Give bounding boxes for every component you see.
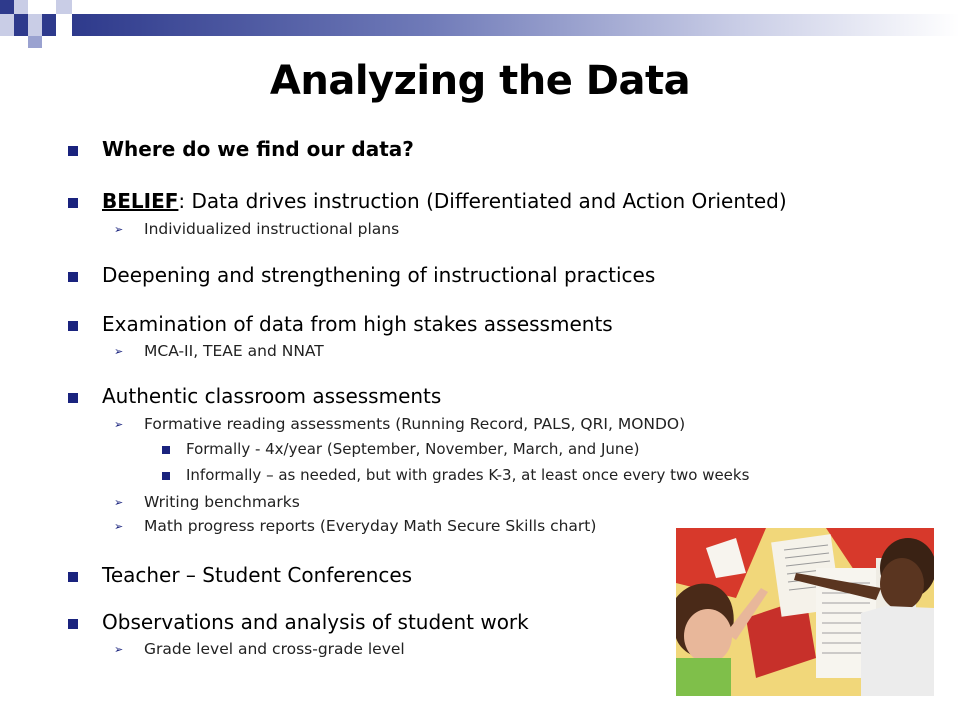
slide-title: Analyzing the Data <box>269 58 691 104</box>
sub-bullet-item: MCA-II, TEAE and NNAT <box>144 342 324 360</box>
square-bullet-icon <box>68 198 78 208</box>
arrow-bullet-icon: ➢ <box>114 520 124 533</box>
square-bullet-icon <box>68 572 78 582</box>
sub-sub-bullet-item: Informally – as needed, but with grades K-3, at least once every two weeks <box>186 466 750 484</box>
arrow-bullet-icon: ➢ <box>114 496 124 509</box>
bullet-item: Deepening and strengthening of instructional practices <box>102 263 656 287</box>
bullet-item: Authentic classroom assessments <box>102 384 442 408</box>
square-bullet-icon <box>162 472 170 480</box>
square-bullet-icon <box>68 272 78 282</box>
arrow-bullet-icon: ➢ <box>114 345 124 358</box>
arrow-bullet-icon: ➢ <box>114 643 124 656</box>
classroom-photo-illustration <box>676 528 934 696</box>
sub-bullet-item: Grade level and cross-grade level <box>144 640 405 658</box>
bullet-item: Observations and analysis of student work <box>102 610 529 634</box>
bullet-item: Examination of data from high stakes assessments <box>102 312 613 336</box>
bullet-item <box>102 189 787 213</box>
sub-sub-bullet-item: Formally - 4x/year (September, November, March, and June) <box>186 440 640 458</box>
classroom-photo <box>676 528 934 696</box>
arrow-bullet-icon: ➢ <box>114 418 124 431</box>
bullet-item: Teacher – Student Conferences <box>102 563 413 587</box>
square-bullet-icon <box>68 321 78 331</box>
square-bullet-icon <box>68 146 78 156</box>
square-bullet-icon <box>162 446 170 454</box>
sub-bullet-item: Math progress reports (Everyday Math Secure Skills chart) <box>144 517 597 535</box>
sub-bullet-item: Writing benchmarks <box>144 493 300 511</box>
belief-label: BELIEF <box>102 189 179 213</box>
belief-text: : Data drives instruction (Differentiated and Action Oriented) <box>178 189 787 213</box>
bullet-item: Where do we find our data? <box>102 137 414 161</box>
sub-bullet-item: Individualized instructional plans <box>144 220 400 238</box>
square-bullet-icon <box>68 393 78 403</box>
square-bullet-icon <box>68 619 78 629</box>
sub-bullet-item: Formative reading assessments (Running Record, PALS, QRI, MONDO) <box>144 415 686 433</box>
arrow-bullet-icon: ➢ <box>114 223 124 236</box>
